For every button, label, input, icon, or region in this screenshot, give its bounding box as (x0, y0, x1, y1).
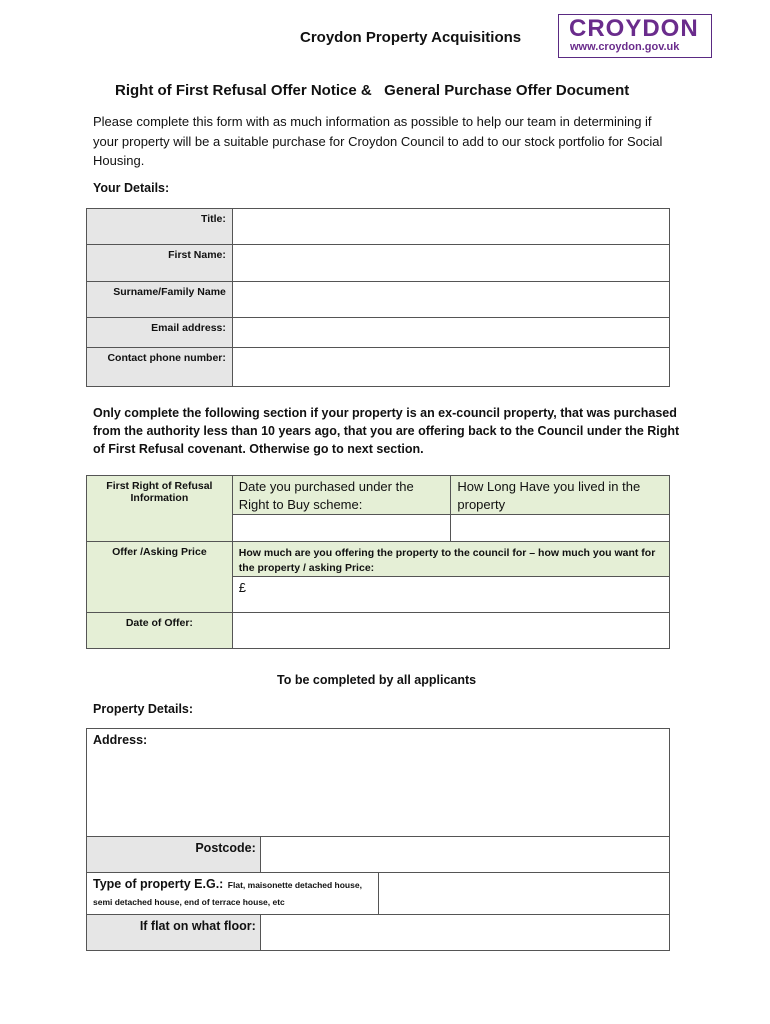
date-purchased-field[interactable] (232, 515, 451, 542)
all-applicants-heading: To be completed by all applicants (277, 673, 477, 687)
address-field[interactable] (87, 729, 670, 837)
rofr-table (86, 475, 670, 649)
offer-price-label: Offer /Asking Price (87, 542, 233, 613)
your-details-heading: Your Details: (93, 181, 170, 195)
property-details-heading: Property Details: (93, 702, 194, 716)
header-title: Croydon Property Acquisitions (300, 29, 522, 46)
email-field[interactable] (232, 318, 669, 348)
floor-field[interactable] (260, 915, 669, 951)
property-type-label: Type of property E.G.: (93, 877, 224, 891)
postcode-label: Postcode: (87, 837, 261, 873)
surname-field[interactable] (232, 282, 669, 318)
date-purchased-label: Date you purchased under the Right to Buy scheme: (232, 476, 451, 515)
how-long-label: How Long Have you lived in the property (451, 476, 670, 515)
document-title: Right of First Refusal Offer Notice & General Purchase Offer Document (115, 82, 630, 99)
phone-field[interactable] (232, 348, 669, 387)
title-label: Title: (87, 209, 233, 245)
property-type-label-cell (87, 873, 379, 915)
logo-wordmark: CROYDON (569, 15, 699, 42)
rofr-notice: Only complete the following section if your property is an ex-council property, that was purchased from the authority less than 10 years ago, that you are offering back to the Council under the Right of First Refusal covenant. Otherwise go to next section. (93, 406, 680, 456)
property-type-field[interactable] (378, 873, 669, 915)
offer-question: How much are you offering the property to the council for – how much you want for the property / asking Price: (232, 542, 669, 577)
date-of-offer-field[interactable] (232, 613, 669, 649)
floor-label: If flat on what floor: (87, 915, 261, 951)
how-long-field[interactable] (451, 515, 670, 542)
croydon-logo (558, 14, 712, 58)
email-label: Email address: (87, 318, 233, 348)
title-field[interactable] (232, 209, 669, 245)
address-label: Address: (93, 733, 148, 747)
surname-label: Surname/Family Name (87, 282, 233, 318)
your-details-table (86, 208, 670, 387)
first-name-label: First Name: (87, 245, 233, 282)
phone-label: Contact phone number: (87, 348, 233, 387)
logo-url: www.croydon.gov.uk (570, 41, 680, 53)
currency-symbol: £ (238, 580, 247, 595)
offer-price-field[interactable] (232, 577, 669, 613)
property-type-hint: Flat, maisonette detached house, semi detached house, end of terrace house, etc (93, 880, 362, 907)
intro-paragraph: Please complete this form with as much information as possible to help our team in determining if your property will be a suitable purchase for Croydon Council to add to our stock portfolio for Social Housing. (93, 114, 663, 168)
postcode-field[interactable] (260, 837, 669, 873)
rofr-info-label: First Right of Refusal Information (87, 476, 233, 542)
property-details-table (86, 728, 670, 951)
date-of-offer-label: Date of Offer: (87, 613, 233, 649)
first-name-field[interactable] (232, 245, 669, 282)
